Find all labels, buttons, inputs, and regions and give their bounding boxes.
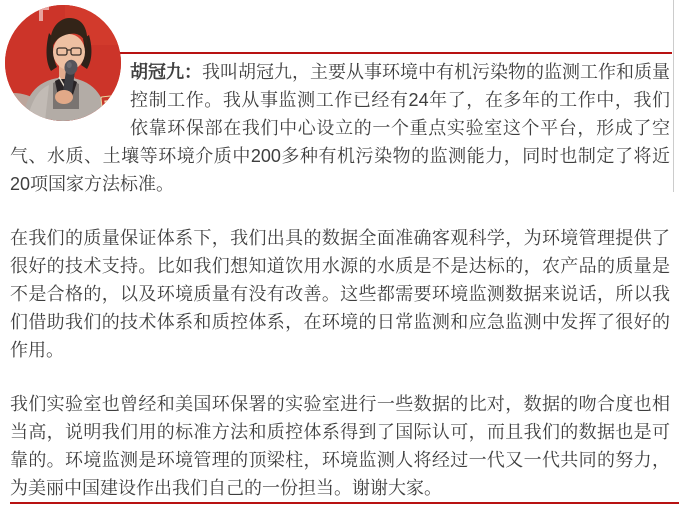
paragraph-intro-text: 我叫胡冠九，主要从事环境中有机污染物的监测工作和质量控制工作。我从事监测工作已经有24年了，在多年的工作中，我们依靠环保部在我们中心设立的一个重点实验室这个平台，形成了空气、水质、土壤等环境介质中200多种有机污染物的监测能力，同时也制定了将近20项国家方法标准。 bbox=[10, 62, 670, 194]
paragraph-quality-system: 在我们的质量保证体系下，我们出具的数据全面准确客观科学，为环境管理提供了很好的技术支持。比如我们想知道饮用水源的水质是不是达标的，农产品的质量是不是合格的，以及环境质量有没有改善。这些都需要环境监测数据来说话，所以我们借助我们的技术体系和质控体系，在环境的日常监测和应急监测中发挥了很好的作用。 bbox=[10, 228, 670, 360]
top-red-rule bbox=[108, 52, 672, 54]
paragraph-closing: 我们实验室也曾经和美国环保署的实验室进行一些数据的比对，数据的吻合度也相当高，说明我们用的标准方法和质控体系得到了国际认可，而且我们的数据也是可靠的。环境监测是环境管理的顶梁柱，环境监测人将经过一代又一代共同的努力，为美丽中国建设作出我们自己的一份担当。谢谢大家。 bbox=[10, 394, 670, 498]
bottom-red-rule bbox=[10, 502, 679, 504]
speaker-avatar bbox=[5, 5, 121, 121]
speaker-photo-illustration bbox=[5, 5, 121, 121]
speaker-name: 胡冠九： bbox=[130, 62, 202, 82]
